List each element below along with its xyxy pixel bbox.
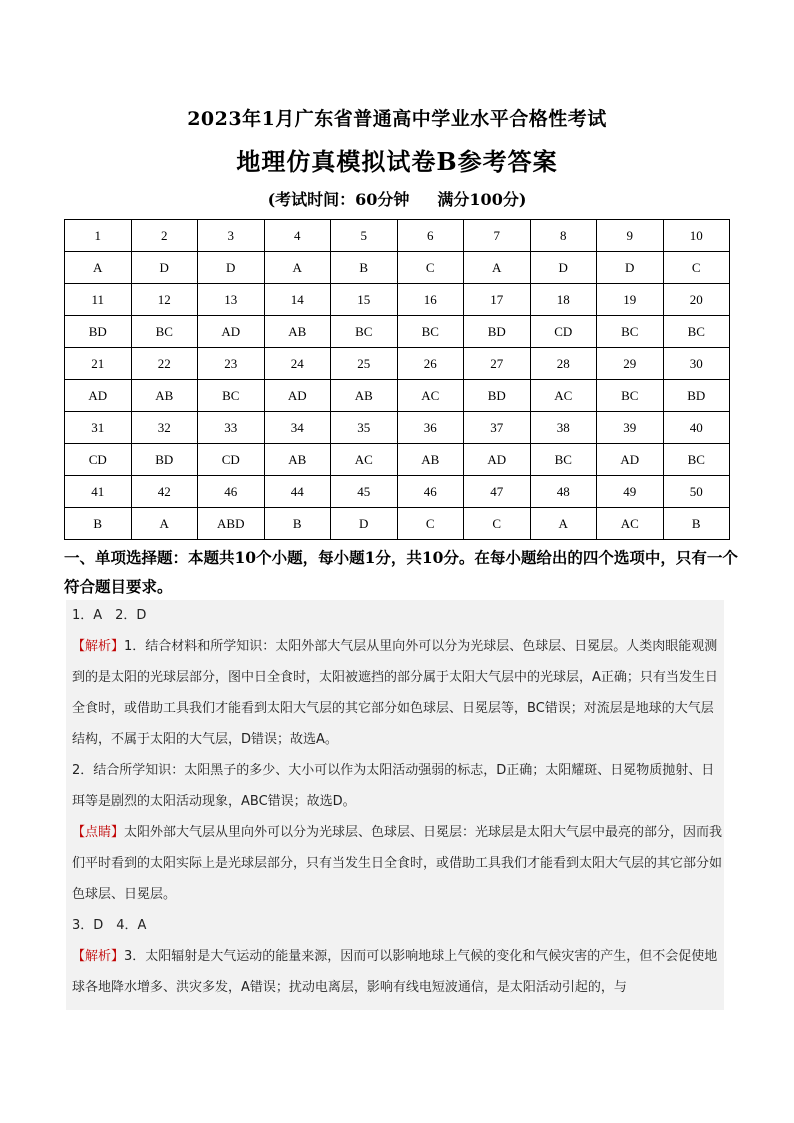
question-number-cell: 5	[331, 220, 398, 252]
answer-cell: A	[530, 508, 597, 540]
question-number-cell: 13	[198, 284, 265, 316]
question-number-cell: 29	[597, 348, 664, 380]
answer-cell: AC	[331, 444, 398, 476]
answer-cell: BD	[464, 380, 531, 412]
question-number-cell: 15	[331, 284, 398, 316]
question-number-cell: 41	[65, 476, 132, 508]
answer-cell: BC	[397, 316, 464, 348]
question-number-cell: 46	[198, 476, 265, 508]
answer-cell: BD	[663, 380, 730, 412]
answer-cell: CD	[530, 316, 597, 348]
answer-row	[65, 316, 730, 348]
analysis-tag: 【解析】	[72, 949, 125, 964]
answer-cell: B	[331, 252, 398, 284]
answer-cell: BD	[65, 316, 132, 348]
question-number-cell: 35	[331, 412, 398, 444]
question-number-cell: 28	[530, 348, 597, 380]
question-number-cell: 37	[464, 412, 531, 444]
question-number-cell: 45	[331, 476, 398, 508]
answer-cell: ABD	[198, 508, 265, 540]
answer-cell: B	[663, 508, 730, 540]
question-number-cell: 2	[131, 220, 198, 252]
answer-cell: AB	[264, 444, 331, 476]
answer-cell: A	[131, 508, 198, 540]
answer-cell: AB	[397, 444, 464, 476]
answer-cell: BC	[663, 444, 730, 476]
question-number-cell: 48	[530, 476, 597, 508]
question-number-cell: 36	[397, 412, 464, 444]
question-number-cell: 26	[397, 348, 464, 380]
answer-cell: AC	[597, 508, 664, 540]
answer-cell: AD	[65, 380, 132, 412]
analysis-q3: 【解析】3．太阳辐射是大气运动的能量来源，因而可以影响地球上气候的变化和气候灾害的产生，但不会促使地球各地降水增多、洪灾多发，A错误；扰动电离层，影响有线电短波通信，是太阳活动引起的，与	[72, 949, 718, 995]
question-number-row	[65, 412, 730, 444]
question-number-cell: 6	[397, 220, 464, 252]
answer-cell: AB	[131, 380, 198, 412]
document-subtitle: 地理仿真模拟试卷B参考答案	[236, 147, 558, 176]
question-number-cell: 40	[663, 412, 730, 444]
question-number-cell: 21	[65, 348, 132, 380]
answer-cell: AB	[264, 316, 331, 348]
answer-cell: C	[663, 252, 730, 284]
exam-time: (考试时间：60分钟	[267, 190, 410, 209]
answer-cell: BC	[131, 316, 198, 348]
question-number-cell: 8	[530, 220, 597, 252]
question-number-cell: 9	[597, 220, 664, 252]
full-score: 满分100分)	[437, 190, 527, 209]
analysis-tag: 【解析】	[72, 639, 125, 654]
answer-cell: C	[397, 252, 464, 284]
question-number-cell: 24	[264, 348, 331, 380]
comment-tag: 【点睛】	[72, 825, 125, 840]
analysis-q2: 2．结合所学知识：太阳黑子的多少、大小可以作为太阳活动强弱的标志，D正确；太阳耀斑、日冕物质抛射、日珥等是剧烈的太阳活动现象，ABC错误；故选D。	[72, 763, 715, 809]
answer-cell: AD	[464, 444, 531, 476]
question-number-cell: 14	[264, 284, 331, 316]
question-number-cell: 10	[663, 220, 730, 252]
question-number-cell: 20	[663, 284, 730, 316]
question-number-cell: 25	[331, 348, 398, 380]
answer-table	[64, 219, 730, 540]
answer-cell: BC	[530, 444, 597, 476]
question-number-row	[65, 476, 730, 508]
exam-info	[0, 187, 794, 210]
answer-cell: BC	[597, 316, 664, 348]
answer-cell: A	[264, 252, 331, 284]
question-number-row	[65, 284, 730, 316]
answer-row	[65, 380, 730, 412]
answer-cell: B	[65, 508, 132, 540]
question-number-cell: 34	[264, 412, 331, 444]
answer-cell: AD	[198, 316, 265, 348]
answer-cell: BC	[663, 316, 730, 348]
answer-cell: BD	[464, 316, 531, 348]
question-number-cell: 44	[264, 476, 331, 508]
answer-row	[65, 508, 730, 540]
question-number-row	[65, 220, 730, 252]
answer-cell: BC	[597, 380, 664, 412]
answer-cell: A	[65, 252, 132, 284]
answer-cell: AD	[264, 380, 331, 412]
question-number-cell: 12	[131, 284, 198, 316]
question-number-cell: 32	[131, 412, 198, 444]
answer-cell: D	[131, 252, 198, 284]
question-number-cell: 3	[198, 220, 265, 252]
question-number-cell: 42	[131, 476, 198, 508]
question-number-cell: 7	[464, 220, 531, 252]
question-number-cell: 49	[597, 476, 664, 508]
question-number-cell: 39	[597, 412, 664, 444]
question-number-cell: 4	[264, 220, 331, 252]
answer-cell: CD	[65, 444, 132, 476]
answer-cell: BC	[331, 316, 398, 348]
question-number-cell: 38	[530, 412, 597, 444]
answer-cell: D	[198, 252, 265, 284]
answers-q1-q2: 1．A 2．D	[72, 608, 147, 623]
explanation-block	[66, 600, 724, 1010]
question-number-cell: 33	[198, 412, 265, 444]
answers-q3-q4: 3．D 4．A	[72, 918, 147, 933]
answer-cell: AC	[397, 380, 464, 412]
answer-cell: C	[464, 508, 531, 540]
answer-cell: A	[464, 252, 531, 284]
question-number-cell: 47	[464, 476, 531, 508]
analysis-q1: 【解析】1．结合材料和所学知识：太阳外部大气层从里向外可以分为光球层、色球层、日冕层。人类肉眼能观测到的是太阳的光球层部分，图中日全食时，太阳被遮挡的部分属于太阳大气层中的光球层，A正确；只有当发生日全食时，或借助工具我们才能看到太阳大气层的其它部分如色球层、日冕层等，BC错误；对流层是地球的大气层结构，不属于太阳的大气层，D错误；故选A。	[72, 639, 718, 747]
answer-cell: B	[264, 508, 331, 540]
comment: 【点睛】太阳外部大气层从里向外可以分为光球层、色球层、日冕层：光球层是太阳大气层中最亮的部分，因而我们平时看到的太阳实际上是光球层部分，只有当发生日全食时，或借助工具我们才能看到太阳大气层的其它部分如色球层、日冕层。	[72, 825, 723, 902]
answer-cell: CD	[198, 444, 265, 476]
question-number-cell: 19	[597, 284, 664, 316]
answer-cell: AB	[331, 380, 398, 412]
question-number-cell: 11	[65, 284, 132, 316]
answer-cell: BD	[131, 444, 198, 476]
answer-cell: BC	[198, 380, 265, 412]
answer-row	[65, 252, 730, 284]
answer-cell: AD	[597, 444, 664, 476]
document-title: 2023年1月广东省普通高中学业水平合格性考试	[187, 108, 607, 130]
question-number-cell: 16	[397, 284, 464, 316]
answer-cell: C	[397, 508, 464, 540]
question-number-cell: 23	[198, 348, 265, 380]
question-number-row	[65, 348, 730, 380]
answer-cell: D	[597, 252, 664, 284]
question-number-cell: 31	[65, 412, 132, 444]
question-number-cell: 18	[530, 284, 597, 316]
answer-cell: AC	[530, 380, 597, 412]
question-number-cell: 22	[131, 348, 198, 380]
answer-cell: D	[530, 252, 597, 284]
question-number-cell: 1	[65, 220, 132, 252]
answer-cell: D	[331, 508, 398, 540]
question-number-cell: 27	[464, 348, 531, 380]
question-number-cell: 17	[464, 284, 531, 316]
question-number-cell: 50	[663, 476, 730, 508]
answer-row	[65, 444, 730, 476]
question-number-cell: 46	[397, 476, 464, 508]
question-number-cell: 30	[663, 348, 730, 380]
section-heading: 一、单项选择题：本题共10个小题，每小题1分，共10分。在每小题给出的四个选项中，只有一个符合题目要求。	[64, 548, 738, 596]
